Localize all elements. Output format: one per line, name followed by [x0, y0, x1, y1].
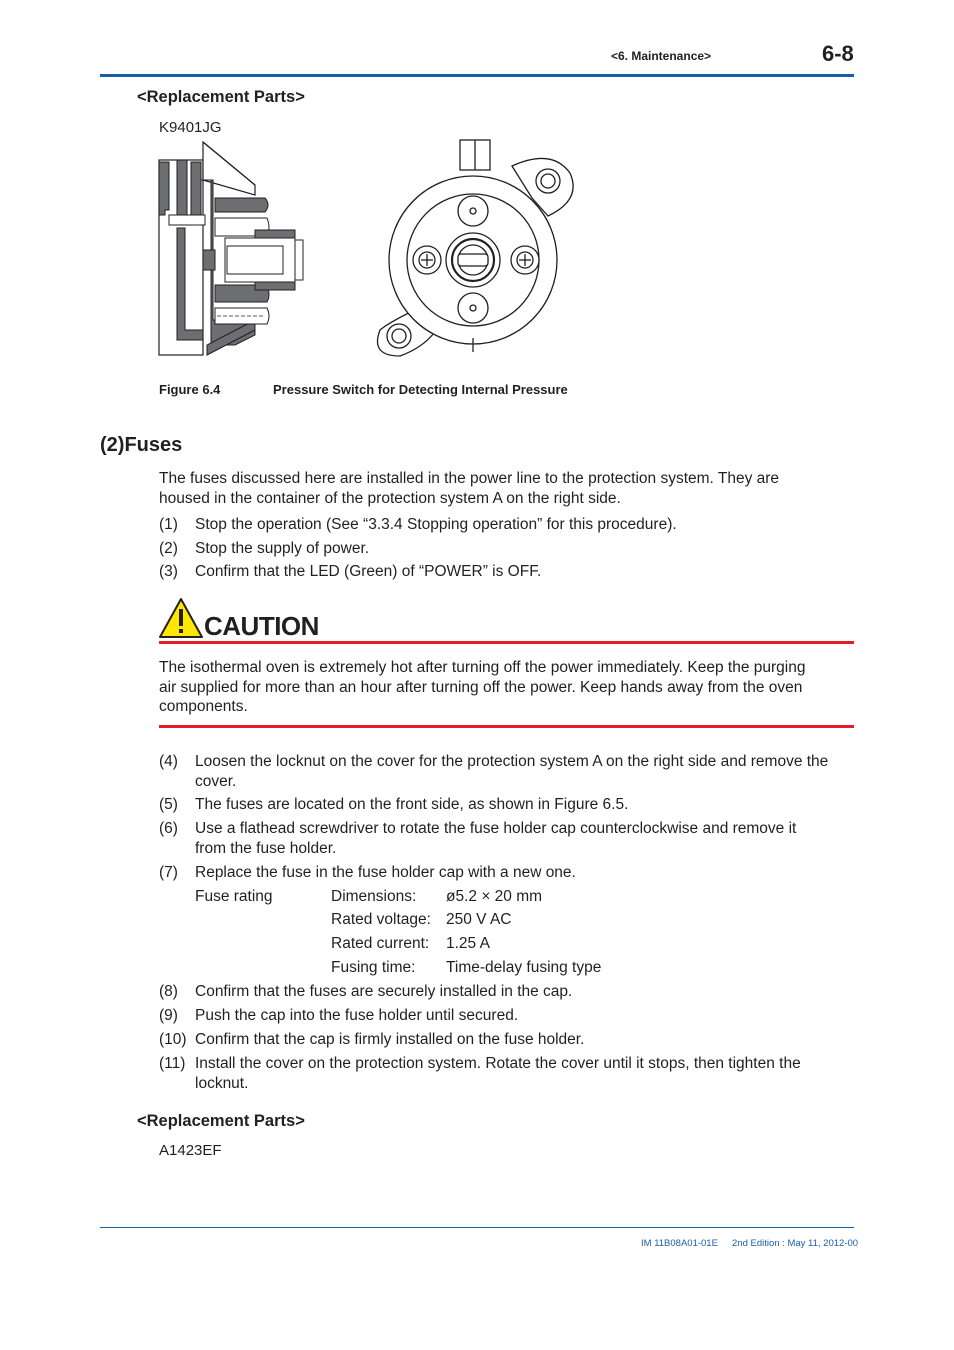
spec-key-rated-current: Rated current:	[331, 935, 430, 952]
caution-title: CAUTION	[204, 611, 319, 641]
fuses-intro-line-2: housed in the container of the protection system A on the right side.	[159, 490, 621, 507]
step-number: (4)	[159, 753, 178, 770]
step-number: (1)	[159, 516, 178, 533]
footer-rule	[100, 1227, 854, 1228]
fuse-rating-label: Fuse rating	[195, 888, 273, 905]
footer-edition: 2nd Edition : May 11, 2012-00	[732, 1238, 859, 1249]
step-text: Replace the fuse in the fuse holder cap with a new one.	[195, 864, 576, 881]
step-text: Confirm that the LED (Green) of “POWER” is OFF.	[195, 563, 542, 580]
step-text: Stop the operation (See “3.3.4 Stopping operation” for this procedure).	[195, 516, 677, 533]
fuses-section-heading: (2)Fuses	[100, 434, 183, 456]
figure-title: Pressure Switch for Detecting Internal Pressure	[273, 382, 568, 397]
step-number: (11)	[159, 1055, 186, 1072]
step-number: (9)	[159, 1007, 178, 1024]
caution-line-2: air supplied for more than an hour after turning off the power. Keep hands away from the oven	[159, 679, 803, 696]
spec-key-dimensions: Dimensions:	[331, 888, 417, 905]
page-number: 6-8	[822, 41, 854, 66]
step-text: Stop the supply of power.	[195, 540, 370, 557]
step-text: Push the cap into the fuse holder until secured.	[195, 1007, 519, 1024]
step-number: (6)	[159, 820, 178, 837]
figure-label: Figure 6.4	[159, 382, 221, 397]
step-number: (5)	[159, 796, 178, 813]
step-text: Confirm that the fuses are securely installed in the cap.	[195, 983, 573, 1000]
caution-bottom-rule	[159, 725, 854, 728]
replacement-parts-heading-2: <Replacement Parts>	[137, 1112, 305, 1130]
spec-value-fusing-time: Time-delay fusing type	[446, 959, 602, 976]
caution-line-3: components.	[159, 698, 248, 715]
footer-doc-id: IM 11B08A01-01E	[641, 1238, 718, 1249]
replacement-parts-heading: <Replacement Parts>	[137, 88, 305, 106]
step-text: The fuses are located on the front side, as shown in Figure 6.5.	[195, 796, 629, 813]
caution-line-1: The isothermal oven is extremely hot after turning off the power immediately. Keep the purging	[159, 659, 806, 676]
header-section-title: <6. Maintenance>	[611, 49, 712, 63]
replacement-part-number-2: A1423EF	[159, 1142, 222, 1159]
step-text: Confirm that the cap is firmly installed on the fuse holder.	[195, 1031, 585, 1048]
spec-value-dimensions: ø5.2 × 20 mm	[446, 888, 543, 905]
replacement-part-number: K9401JG	[159, 119, 222, 136]
spec-key-rated-voltage: Rated voltage:	[331, 911, 431, 928]
step-text: Use a flathead screwdriver to rotate the fuse holder cap counterclockwise and remove it from the fuse holder.	[195, 820, 797, 857]
spec-value-rated-current: 1.25 A	[446, 935, 490, 952]
caution-top-rule	[159, 641, 854, 644]
step-number: (7)	[159, 864, 178, 881]
step-number: (10)	[159, 1031, 187, 1048]
pressure-switch-section-drawing	[155, 140, 310, 360]
pressure-switch-front-drawing	[372, 138, 578, 360]
spec-value-rated-voltage: 250 V AC	[446, 911, 512, 928]
spec-key-fusing-time: Fusing time:	[331, 959, 416, 976]
fuses-intro-line-1: The fuses discussed here are installed in the power line to the protection system. They are	[159, 470, 780, 487]
step-number: (3)	[159, 563, 178, 580]
warning-triangle-icon	[158, 597, 204, 639]
step-number: (2)	[159, 540, 178, 557]
step-number: (8)	[159, 983, 178, 1000]
header-rule	[100, 74, 854, 77]
step-text: Loosen the locknut on the cover for the protection system A on the right side and remove the cover.	[195, 753, 829, 790]
step-text: Install the cover on the protection system. Rotate the cover until it stops, then tighten the locknut.	[195, 1055, 801, 1092]
